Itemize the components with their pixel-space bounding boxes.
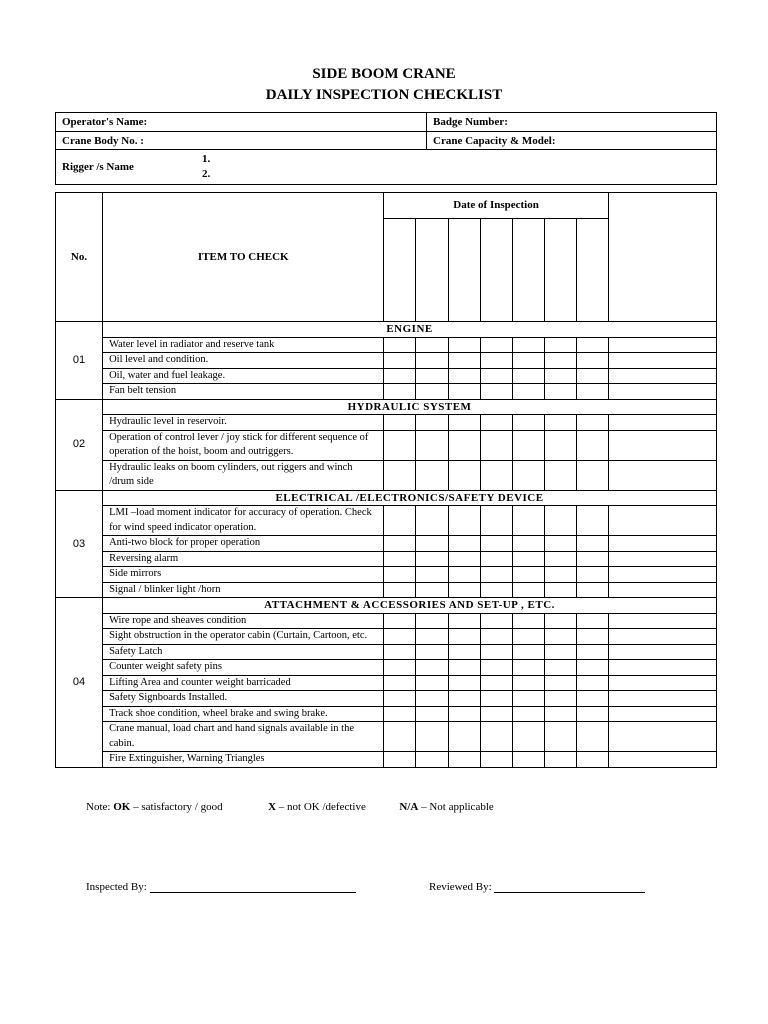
inspection-mark-cell[interactable] [384,706,416,722]
inspection-mark-cell[interactable] [448,706,480,722]
inspection-mark-cell[interactable] [384,353,416,369]
inspection-mark-cell[interactable] [448,506,480,536]
ok-code: OK [113,801,131,813]
date-cell[interactable] [480,219,512,322]
inspection-mark-cell[interactable] [480,337,512,353]
section-number: 01 [56,322,103,400]
form-subtitle: DAILY INSPECTION CHECKLIST [265,87,503,103]
inspection-mark-cell[interactable] [576,384,608,400]
checklist-row [56,691,717,707]
inspection-mark-cell[interactable] [416,384,448,400]
inspection-mark-cell[interactable] [512,752,544,768]
check-item-label: Track shoe condition, wheel brake and swing brake. [103,706,384,722]
inspection-mark-cell[interactable] [480,706,512,722]
remarks-cell[interactable] [608,629,716,645]
check-item-label: Lifting Area and counter weight barricaded [103,675,384,691]
check-item-label: Safety Signboards Installed. [103,691,384,707]
check-item-label: Signal / blinker light /horn [103,582,384,598]
inspection-mark-cell[interactable] [576,629,608,645]
inspection-mark-cell[interactable] [576,582,608,598]
inspection-mark-cell[interactable] [384,660,416,676]
item-column-header: ITEM TO CHECK [103,193,384,322]
inspection-mark-cell[interactable] [544,706,576,722]
date-cell[interactable] [416,219,448,322]
check-item-label: Fire Extinguisher, Warning Triangles [103,752,384,768]
inspection-mark-cell[interactable] [544,752,576,768]
inspection-mark-cell[interactable] [416,430,448,460]
crane-body-label: Crane Body No. : [62,134,144,147]
inspection-mark-cell[interactable] [448,415,480,431]
checklist-row [56,536,717,552]
remarks-cell[interactable] [608,582,716,598]
inspection-mark-cell[interactable] [544,722,576,752]
no-column-header: No. [56,193,103,322]
x-description: – not OK /defective [278,801,366,813]
remarks-cell[interactable] [608,722,716,752]
check-item-label: Operation of control lever / joy stick for different sequence of operation of the hoist, boom and outriggers. [103,430,384,460]
checklist-row [56,644,717,660]
inspection-mark-cell[interactable] [384,384,416,400]
inspection-mark-cell[interactable] [544,644,576,660]
operator-name-label: Operator's Name: [62,116,148,128]
inspection-mark-cell[interactable] [576,691,608,707]
section-number: 03 [56,490,103,598]
date-of-inspection-header: Date of Inspection [384,193,608,219]
inspection-mark-cell[interactable] [512,430,544,460]
inspection-mark-cell[interactable] [416,536,448,552]
inspection-mark-cell[interactable] [544,415,576,431]
inspection-mark-cell[interactable] [512,644,544,660]
inspection-checklist-table [55,192,717,768]
reviewed-by-signature-line[interactable] [494,880,645,893]
inspection-mark-cell[interactable] [448,430,480,460]
inspection-mark-cell[interactable] [512,506,544,536]
inspection-mark-cell[interactable] [416,582,448,598]
inspection-mark-cell[interactable] [544,506,576,536]
inspection-mark-cell[interactable] [480,722,512,752]
inspection-mark-cell[interactable] [384,337,416,353]
inspection-mark-cell[interactable] [512,384,544,400]
inspection-mark-cell[interactable] [576,430,608,460]
inspection-mark-cell[interactable] [448,660,480,676]
badge-number-label: Badge Number: [433,116,508,128]
inspection-mark-cell[interactable] [512,337,544,353]
inspection-mark-cell[interactable] [448,644,480,660]
inspection-mark-cell[interactable] [448,752,480,768]
inspection-mark-cell[interactable] [448,567,480,583]
reviewed-by-label: Reviewed By: [429,881,492,893]
inspection-mark-cell[interactable] [416,675,448,691]
inspection-mark-cell[interactable] [512,415,544,431]
inspection-mark-cell[interactable] [576,567,608,583]
inspection-mark-cell[interactable] [576,644,608,660]
inspection-mark-cell[interactable] [512,567,544,583]
checklist-row [56,675,717,691]
inspection-mark-cell[interactable] [480,752,512,768]
inspection-mark-cell[interactable] [448,613,480,629]
inspection-mark-cell[interactable] [416,337,448,353]
inspection-mark-cell[interactable] [512,629,544,645]
inspection-mark-cell[interactable] [448,384,480,400]
inspection-mark-cell[interactable] [544,460,576,490]
inspection-mark-cell[interactable] [576,706,608,722]
inspection-mark-cell[interactable] [448,582,480,598]
inspection-mark-cell[interactable] [480,629,512,645]
na-description: – Not applicable [421,801,494,813]
inspection-mark-cell[interactable] [512,353,544,369]
inspection-mark-cell[interactable] [416,752,448,768]
inspection-mark-cell[interactable] [512,536,544,552]
rigger-2-label: 2. [202,168,211,180]
inspection-mark-cell[interactable] [480,582,512,598]
inspection-mark-cell[interactable] [416,415,448,431]
rigger-name-field[interactable] [56,150,717,185]
check-item-label: Safety Latch [103,644,384,660]
inspection-mark-cell[interactable] [512,675,544,691]
na-code: N/A [399,801,419,813]
inspection-mark-cell[interactable] [544,582,576,598]
check-item-label: Sight obstruction in the operator cabin (Curtain, Cartoon, etc. [103,629,384,645]
inspection-mark-cell[interactable] [416,551,448,567]
inspection-mark-cell[interactable] [416,613,448,629]
inspection-mark-cell[interactable] [544,660,576,676]
check-item-label: Wire rope and sheaves condition [103,613,384,629]
badge-number-field[interactable] [427,113,717,132]
inspection-mark-cell[interactable] [576,613,608,629]
remarks-cell[interactable] [608,337,716,353]
checklist-row [56,660,717,676]
remarks-cell[interactable] [608,430,716,460]
inspection-mark-cell[interactable] [512,706,544,722]
inspection-mark-cell[interactable] [448,551,480,567]
remarks-cell[interactable] [608,353,716,369]
x-code: X [268,801,277,813]
checklist-row [56,582,717,598]
inspection-mark-cell[interactable] [384,368,416,384]
checklist-row [56,752,717,768]
inspection-mark-cell[interactable] [512,613,544,629]
check-item-label: Crane manual, load chart and hand signals available in the cabin. [103,722,384,752]
inspection-mark-cell[interactable] [576,337,608,353]
check-item-label: Reversing alarm [103,551,384,567]
inspection-mark-cell[interactable] [544,430,576,460]
checklist-row [56,368,717,384]
remarks-cell[interactable] [608,660,716,676]
inspection-mark-cell[interactable] [512,691,544,707]
inspection-mark-cell[interactable] [384,644,416,660]
section-number: 04 [56,598,103,768]
inspection-mark-cell[interactable] [544,368,576,384]
crane-capacity-label: Crane Capacity & Model: [433,134,556,147]
remarks-cell[interactable] [608,567,716,583]
inspection-mark-cell[interactable] [544,551,576,567]
inspection-mark-cell[interactable] [384,415,416,431]
remarks-cell[interactable] [608,536,716,552]
inspection-mark-cell[interactable] [576,506,608,536]
inspection-mark-cell[interactable] [480,644,512,660]
checklist-row [56,337,717,353]
operator-name-field[interactable] [56,113,427,132]
inspection-mark-cell[interactable] [416,722,448,752]
inspection-mark-cell[interactable] [448,722,480,752]
inspection-mark-cell[interactable] [512,551,544,567]
remarks-cell[interactable] [608,613,716,629]
inspection-mark-cell[interactable] [544,567,576,583]
inspection-mark-cell[interactable] [384,460,416,490]
inspection-mark-cell[interactable] [448,353,480,369]
remarks-cell[interactable] [608,644,716,660]
checklist-row [56,706,717,722]
checklist-row [56,384,717,400]
checklist-row [56,629,717,645]
checklist-row [56,415,717,431]
remarks-cell[interactable] [608,551,716,567]
inspection-mark-cell[interactable] [384,551,416,567]
checklist-row [56,353,717,369]
inspection-mark-cell[interactable] [480,691,512,707]
ok-description: – satisfactory / good [133,801,223,813]
inspection-mark-cell[interactable] [480,460,512,490]
inspection-mark-cell[interactable] [416,368,448,384]
check-item-label: LMI –load moment indicator for accuracy of operation. Check for wind speed indicator operation. [103,506,384,536]
rigger-1-label: 1. [202,153,211,165]
inspection-mark-cell[interactable] [384,675,416,691]
reviewed-by-block [429,880,645,893]
inspection-mark-cell[interactable] [576,460,608,490]
checklist-row [56,430,717,460]
inspection-mark-cell[interactable] [512,660,544,676]
inspection-mark-cell[interactable] [480,675,512,691]
inspected-by-label: Inspected By: [86,881,147,893]
inspection-mark-cell[interactable] [416,644,448,660]
check-item-label: Side mirrors [103,567,384,583]
inspection-mark-cell[interactable] [384,722,416,752]
remarks-cell[interactable] [608,415,716,431]
inspection-mark-cell[interactable] [480,506,512,536]
inspection-mark-cell[interactable] [480,567,512,583]
operator-info-table [55,112,717,185]
inspection-mark-cell[interactable] [448,337,480,353]
crane-capacity-field[interactable] [427,132,717,150]
date-cell[interactable] [544,219,576,322]
inspection-mark-cell[interactable] [544,691,576,707]
inspection-mark-cell[interactable] [576,368,608,384]
inspection-mark-cell[interactable] [576,415,608,431]
check-item-label: Hydraulic level in reservoir. [103,415,384,431]
check-item-label: Anti-two block for proper operation [103,536,384,552]
inspection-mark-cell[interactable] [544,353,576,369]
section-title: HYDRAULIC SYSTEM [103,399,717,415]
remarks-cell[interactable] [608,506,716,536]
inspection-mark-cell[interactable] [480,660,512,676]
inspection-mark-cell[interactable] [448,675,480,691]
section-title: ENGINE [103,322,717,338]
inspection-mark-cell[interactable] [448,368,480,384]
check-item-label: Fan belt tension [103,384,384,400]
date-cell[interactable] [448,219,480,322]
inspection-mark-cell[interactable] [576,551,608,567]
check-item-label: Hydraulic leaks on boom cylinders, out riggers and winch /drum side [103,460,384,490]
remarks-cell[interactable] [608,706,716,722]
inspection-mark-cell[interactable] [576,353,608,369]
remarks-cell[interactable] [608,384,716,400]
inspection-mark-cell[interactable] [416,567,448,583]
note-prefix: Note: [86,801,111,813]
check-item-label: Counter weight safety pins [103,660,384,676]
remarks-cell[interactable] [608,368,716,384]
inspection-mark-cell[interactable] [448,536,480,552]
check-item-label: Oil, water and fuel leakage. [103,368,384,384]
inspection-mark-cell[interactable] [480,613,512,629]
inspection-mark-cell[interactable] [480,384,512,400]
inspection-mark-cell[interactable] [512,460,544,490]
check-item-label: Oil level and condition. [103,353,384,369]
checklist-row [56,460,717,490]
date-cell[interactable] [512,219,544,322]
inspection-mark-cell[interactable] [384,582,416,598]
inspection-mark-cell[interactable] [544,613,576,629]
inspection-mark-cell[interactable] [512,582,544,598]
inspection-mark-cell[interactable] [576,722,608,752]
inspection-mark-cell[interactable] [544,384,576,400]
remarks-cell[interactable] [608,691,716,707]
inspection-mark-cell[interactable] [512,722,544,752]
legend-note [86,801,706,813]
blank-header-cell [608,193,716,322]
inspection-mark-cell[interactable] [416,691,448,707]
section-title: ATTACHMENT & ACCESSORIES AND SET-UP , ETC. [103,598,717,614]
inspection-mark-cell[interactable] [384,752,416,768]
section-number: 02 [56,399,103,490]
check-item-label: Water level in radiator and reserve tank [103,337,384,353]
checklist-row [56,567,717,583]
inspection-mark-cell[interactable] [416,353,448,369]
inspection-mark-cell[interactable] [544,629,576,645]
inspection-mark-cell[interactable] [544,675,576,691]
crane-body-field[interactable] [56,132,427,150]
remarks-cell[interactable] [608,460,716,490]
inspection-mark-cell[interactable] [416,706,448,722]
inspection-mark-cell[interactable] [576,675,608,691]
inspection-mark-cell[interactable] [480,368,512,384]
inspection-mark-cell[interactable] [480,353,512,369]
inspection-mark-cell[interactable] [384,613,416,629]
inspection-mark-cell[interactable] [448,691,480,707]
inspection-mark-cell[interactable] [512,368,544,384]
inspection-mark-cell[interactable] [448,460,480,490]
inspection-mark-cell[interactable] [480,536,512,552]
inspection-mark-cell[interactable] [416,460,448,490]
checklist-row [56,613,717,629]
remarks-cell[interactable] [608,675,716,691]
inspection-mark-cell[interactable] [384,629,416,645]
rigger-name-label: Rigger /s Name [62,161,134,173]
inspection-mark-cell[interactable] [416,629,448,645]
inspection-mark-cell[interactable] [384,536,416,552]
checklist-row [56,722,717,752]
inspection-mark-cell[interactable] [544,337,576,353]
inspection-mark-cell[interactable] [416,660,448,676]
inspection-mark-cell[interactable] [576,536,608,552]
inspection-mark-cell[interactable] [384,430,416,460]
inspection-mark-cell[interactable] [480,430,512,460]
inspection-mark-cell[interactable] [384,506,416,536]
checklist-row [56,551,717,567]
date-cell[interactable] [576,219,608,322]
inspection-mark-cell[interactable] [384,567,416,583]
remarks-cell[interactable] [608,752,716,768]
inspection-mark-cell[interactable] [448,629,480,645]
inspected-by-block [86,880,356,893]
inspection-mark-cell[interactable] [416,506,448,536]
form-title: SIDE BOOM CRANE [312,66,456,82]
inspection-mark-cell[interactable] [480,415,512,431]
inspection-mark-cell[interactable] [576,660,608,676]
section-title: ELECTRICAL /ELECTRONICS/SAFETY DEVICE [103,490,717,506]
inspection-mark-cell[interactable] [384,691,416,707]
inspection-mark-cell[interactable] [576,752,608,768]
inspected-by-signature-line[interactable] [150,880,356,893]
inspection-mark-cell[interactable] [544,536,576,552]
date-cell[interactable] [384,219,416,322]
checklist-row [56,506,717,536]
inspection-mark-cell[interactable] [480,551,512,567]
